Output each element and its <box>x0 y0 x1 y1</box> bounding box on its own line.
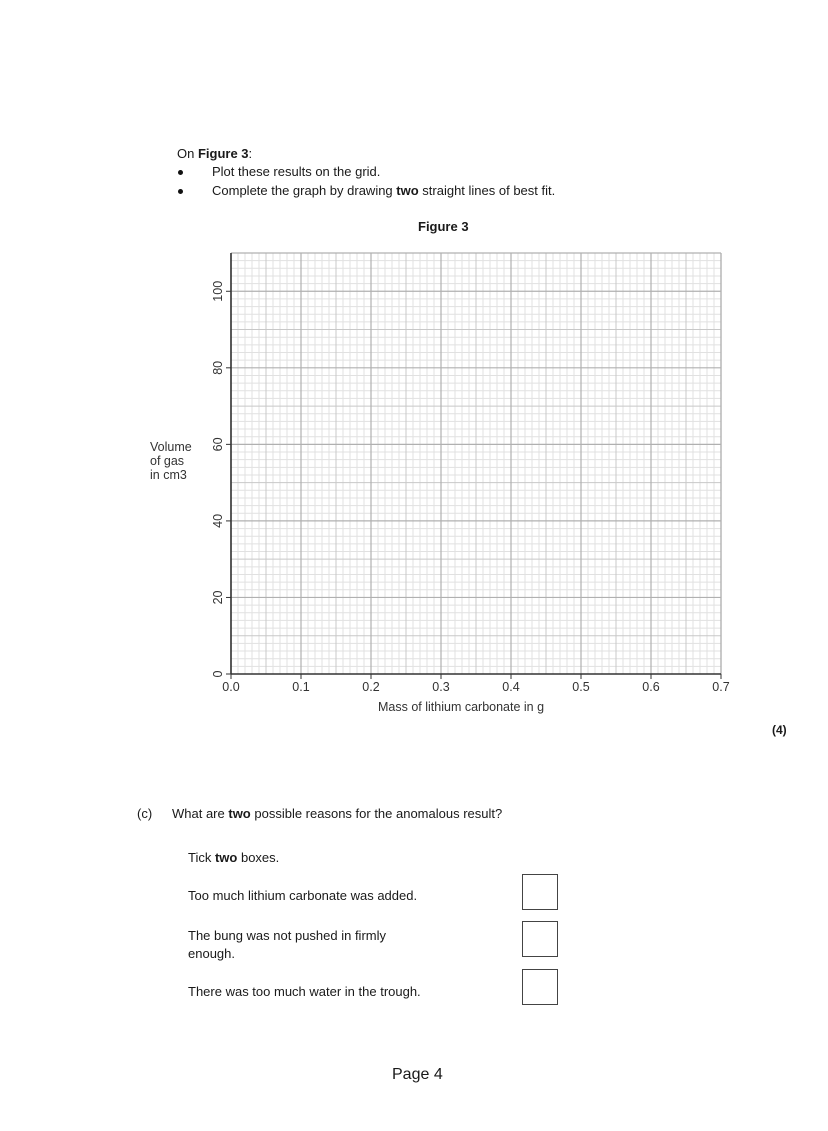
tick-box[interactable] <box>522 874 558 910</box>
x-tick-label: 0.0 <box>222 680 240 694</box>
x-tick-label: 0.6 <box>642 680 660 694</box>
option-text-line: enough. <box>188 946 235 961</box>
question-c-label: (c) <box>137 806 153 821</box>
x-tick-label: 0.4 <box>502 680 520 694</box>
y-axis-label-line: Volume <box>150 440 192 454</box>
x-tick-label: 0.7 <box>712 680 730 694</box>
page-number: Page 4 <box>392 1066 443 1083</box>
x-tick-label: 0.5 <box>572 680 590 694</box>
x-tick-label: 0.1 <box>292 680 310 694</box>
y-axis-label <box>150 440 192 482</box>
y-tick-label: 40 <box>211 513 225 528</box>
option-text: There was too much water in the trough. <box>188 984 421 999</box>
instruction-heading: On Figure 3: <box>177 146 253 161</box>
marks-label: (4) <box>772 723 787 737</box>
y-tick-label: 60 <box>211 437 225 452</box>
x-tick-label: 0.2 <box>362 680 380 694</box>
y-axis-label-line: of gas <box>150 454 185 468</box>
instruction-bullet-2: Complete the graph by drawing two straight lines of best fit. <box>212 183 556 198</box>
y-tick-label: 100 <box>211 280 225 302</box>
option-text: Too much lithium carbonate was added. <box>188 888 418 903</box>
y-tick-label: 80 <box>211 360 225 375</box>
x-tick-label: 0.3 <box>432 680 450 694</box>
tick-instruction: Tick two boxes. <box>188 850 280 865</box>
tick-box[interactable] <box>522 921 558 957</box>
option-text-line: The bung was not pushed in firmly <box>188 928 386 943</box>
y-tick-label: 0 <box>211 670 225 678</box>
figure-title: Figure 3 <box>418 219 469 234</box>
x-axis-label: Mass of lithium carbonate in g <box>378 700 545 714</box>
y-tick-label: 20 <box>211 590 225 605</box>
y-axis-label-line: in cm3 <box>150 468 187 482</box>
question-c-text: What are two possible reasons for the anomalous result? <box>172 806 503 821</box>
tick-box[interactable] <box>522 969 558 1005</box>
option-text <box>188 927 386 963</box>
instruction-bullet-1: Plot these results on the grid. <box>212 164 381 179</box>
